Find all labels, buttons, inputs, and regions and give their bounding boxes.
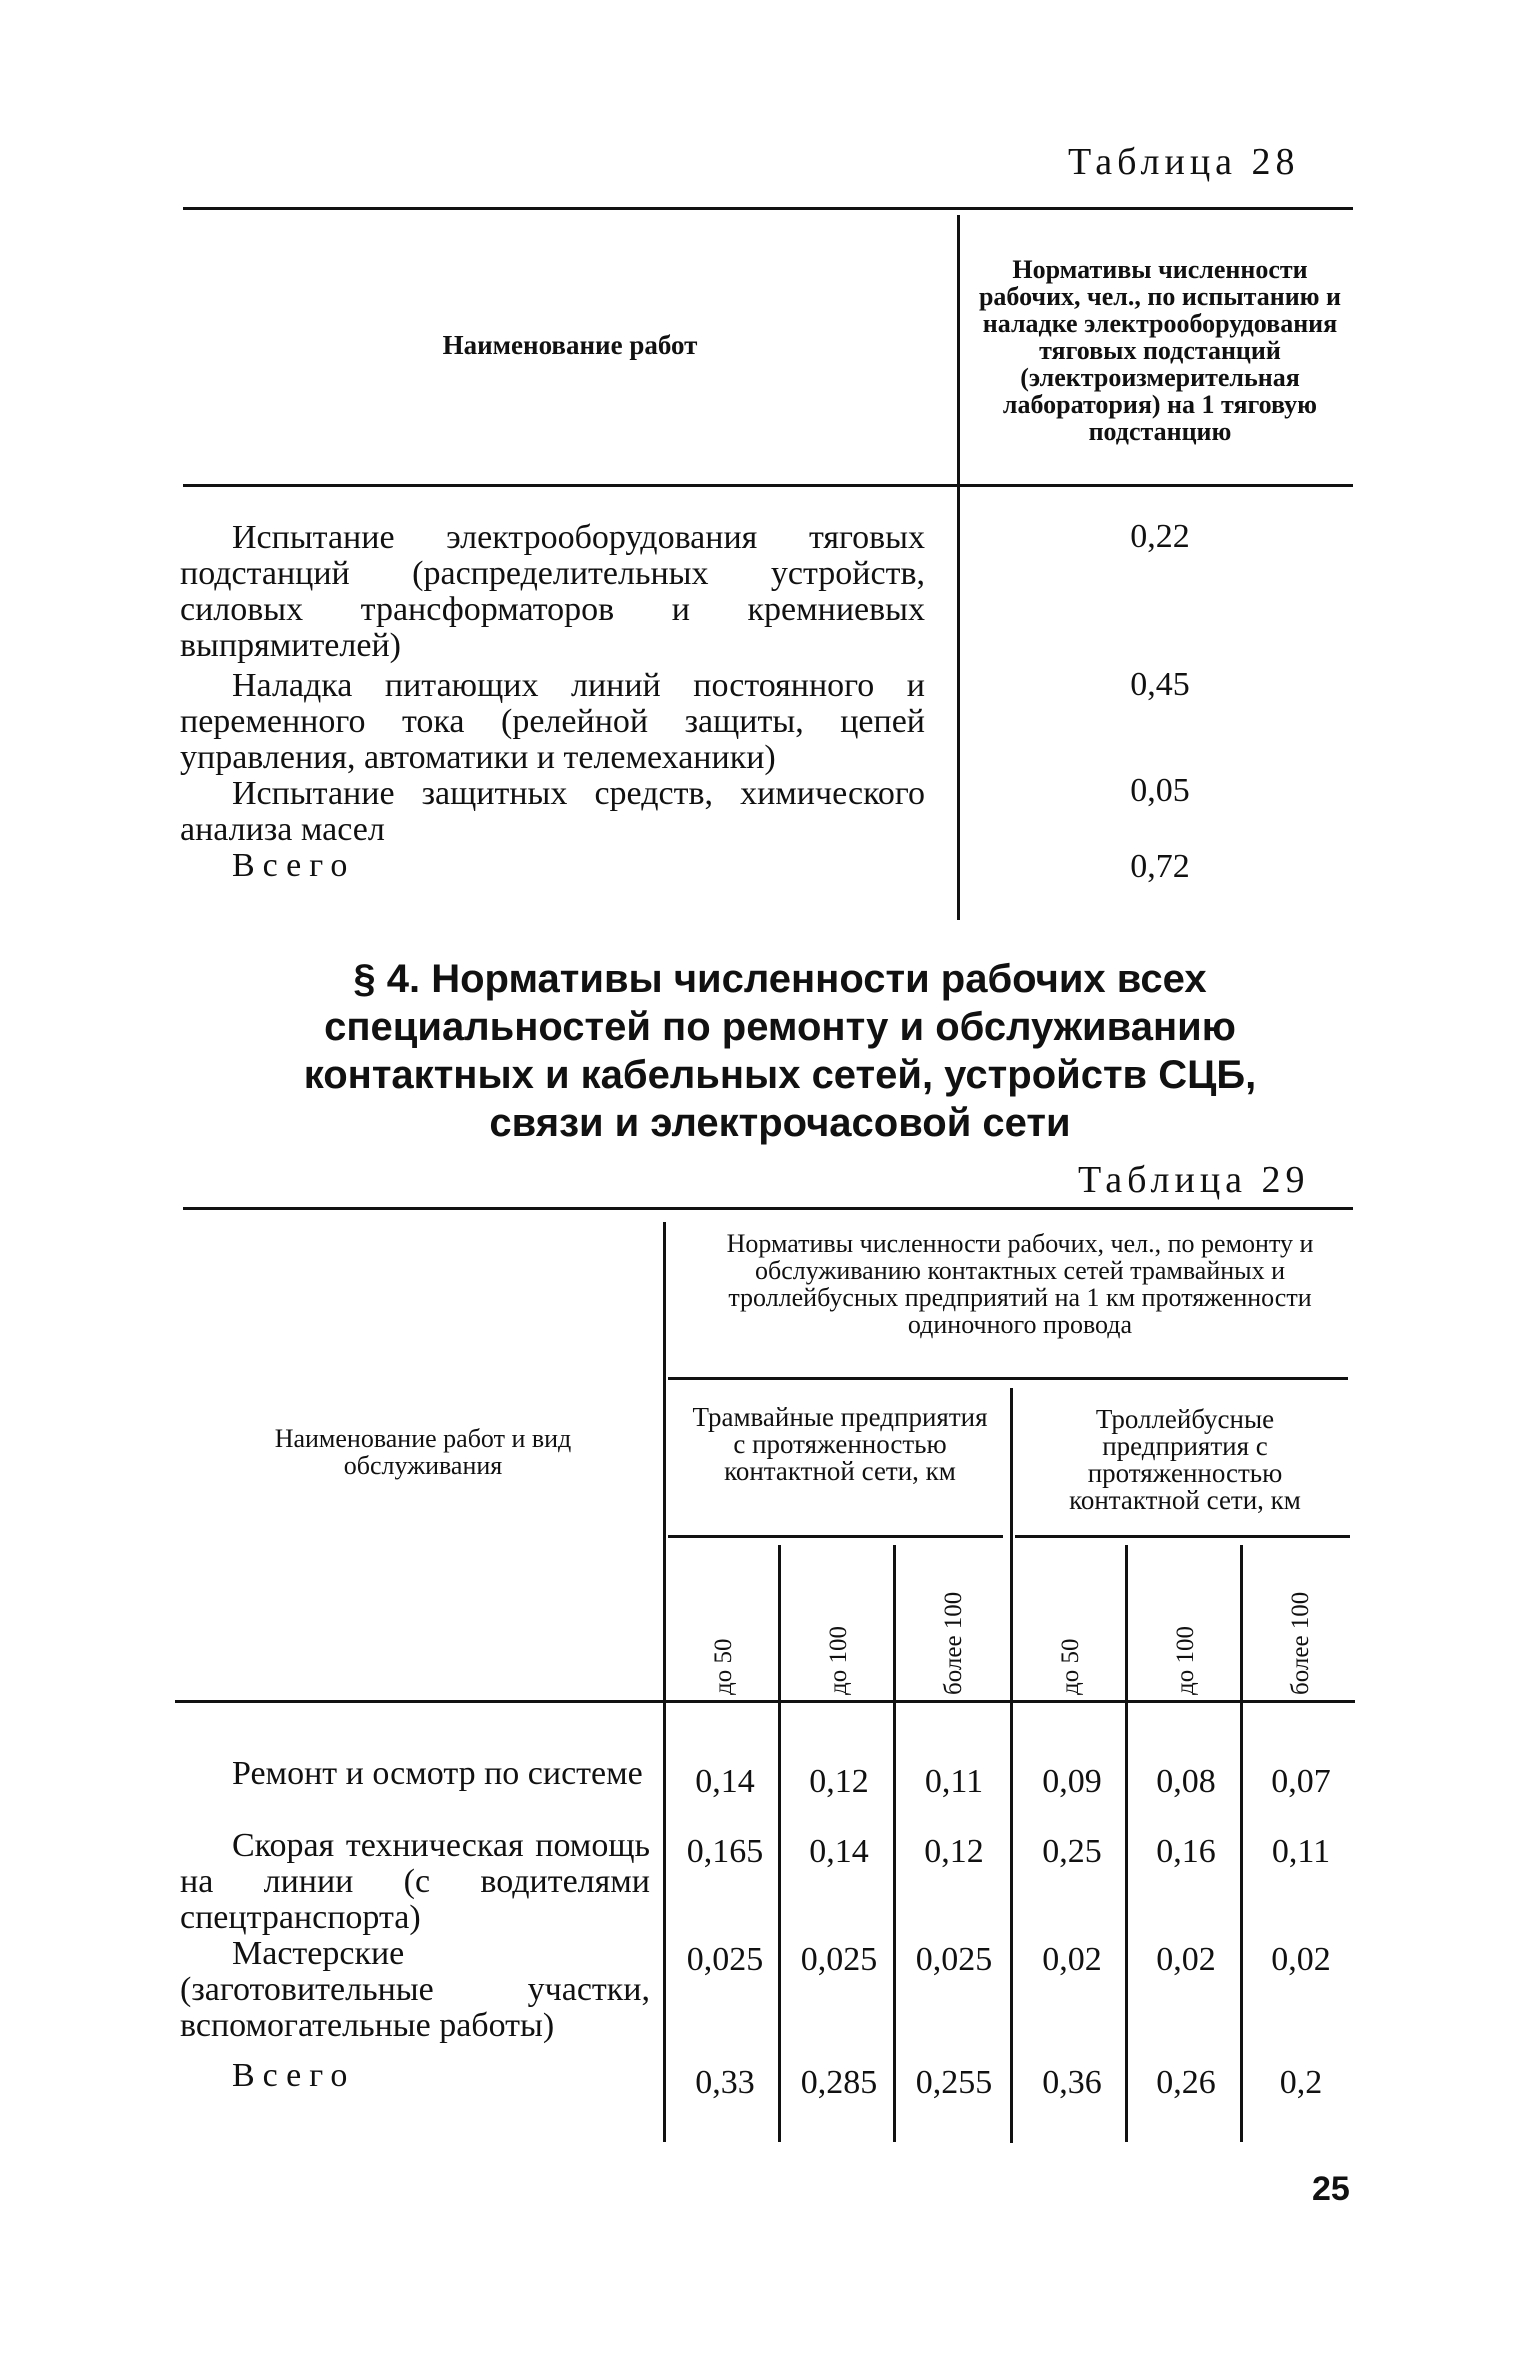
table28-row-name: Испытание защитных средств, химического анализа масел xyxy=(180,775,925,848)
table29-row-name: Ремонт и осмотр по системе xyxy=(232,1755,643,1792)
table28-row-value: 0,45 xyxy=(1130,666,1190,703)
table29-group-trolley: Троллейбусные предприятия с протяженностью контактной сети, км xyxy=(1069,1404,1301,1515)
table29-row-name: Скорая техническая помощь на линии (с водителями спецтранспорта) xyxy=(180,1827,650,1936)
table29-subcol-header: более 100 xyxy=(940,1591,967,1695)
table29-cell: 0,02 xyxy=(1042,1941,1102,1978)
table29-cell: 0,14 xyxy=(695,1763,755,1800)
table29-cell: 0,11 xyxy=(924,1763,984,1800)
table29-cell: 0,09 xyxy=(1042,1763,1102,1800)
table29-cell: 0,165 xyxy=(686,1833,764,1870)
table28-row-name: Испытание электрооборудования тяговых подстанций (распределительных устройств, силовых трансформаторов и кремниевых выпрямителей) xyxy=(180,519,925,664)
table29-row-name: Мастерские (заготовительные участки, вспомогательные работы) xyxy=(180,1935,650,2044)
table29-group-tram: Трамвайные предприятия с протяженностью контактной сети, км xyxy=(692,1402,988,1486)
table28-header-rule xyxy=(183,484,1353,487)
table29-subcol-header: до 100 xyxy=(825,1626,852,1695)
table29-caption: Таблица 29 xyxy=(1078,1159,1310,1201)
table29-cell: 0,08 xyxy=(1156,1763,1216,1800)
table28-top-rule xyxy=(183,207,1353,210)
table28-total-label: Всего xyxy=(232,847,356,884)
table28-caption: Таблица 28 xyxy=(1068,141,1300,183)
table29-top-header: Нормативы численности рабочих, чел., по ремонту и обслуживанию контактных сетей трамвайных и троллейбусных предприятий на 1 км протяженности одиночного провода xyxy=(726,1229,1314,1339)
table29-cell: 0,25 xyxy=(1042,1833,1102,1870)
table29-subcol-header: до 50 xyxy=(1057,1638,1084,1695)
table29-cell: 0,07 xyxy=(1271,1763,1331,1800)
table29-cell: 0,02 xyxy=(1271,1941,1331,1978)
table29-total-cell: 0,2 xyxy=(1279,2064,1323,2101)
table29-subcol-header: до 100 xyxy=(1172,1626,1199,1695)
table29-cell: 0,025 xyxy=(915,1941,993,1978)
table29-cell: 0,02 xyxy=(1156,1941,1216,1978)
table28-col1-header: Наименование работ xyxy=(442,330,698,360)
table29-total-cell: 0,36 xyxy=(1042,2064,1102,2101)
table29-cell: 0,11 xyxy=(1271,1833,1331,1870)
page-number: 25 xyxy=(1312,2170,1350,2208)
table29-cell: 0,14 xyxy=(809,1833,869,1870)
table29-cell: 0,025 xyxy=(686,1941,764,1978)
table29-main-divider xyxy=(663,1222,666,2142)
table29-group-rule xyxy=(668,1535,1003,1538)
table28-col2-header: Нормативы численности рабочих, чел., по испытанию и наладке электрооборудования тяговых подстанций (электроизмерительная лаборатория) на 1 тяговую подстанцию xyxy=(978,255,1342,446)
table29-cell: 0,12 xyxy=(809,1763,869,1800)
table29-cell: 0,12 xyxy=(924,1833,984,1870)
section-heading: § 4. Нормативы численности рабочих всех специальностей по ремонту и обслуживанию контактных и кабельных сетей, устройств СЦБ, связи и электрочасовой сети xyxy=(303,957,1257,1145)
table29-total-cell: 0,255 xyxy=(915,2064,993,2101)
table29-subcol-header: до 50 xyxy=(710,1638,737,1695)
table29-subcol-header: более 100 xyxy=(1287,1591,1314,1695)
table28-row-value: 0,05 xyxy=(1130,772,1190,809)
table29-total-cell: 0,285 xyxy=(800,2064,878,2101)
table29-col1-header: Наименование работ и вид обслуживания xyxy=(274,1424,572,1480)
table28-total-value: 0,72 xyxy=(1130,848,1190,885)
table29-total-label: Всего xyxy=(232,2057,356,2094)
table29-group-rule xyxy=(1015,1535,1350,1538)
table28-row-name: Наладка питающих линий постоянного и переменного тока (релейной защиты, цепей управления, автоматики и телемеханики) xyxy=(180,667,925,776)
table28-divider xyxy=(957,215,960,920)
table29-top-header-rule xyxy=(668,1377,1348,1380)
table29-cell: 0,025 xyxy=(800,1941,878,1978)
table29-total-cell: 0,26 xyxy=(1156,2064,1216,2101)
table29-header-rule xyxy=(175,1700,1355,1703)
table29-cell: 0,16 xyxy=(1156,1833,1216,1870)
table29-total-cell: 0,33 xyxy=(695,2064,755,2101)
table29-top-rule xyxy=(183,1207,1353,1210)
table29-group-divider xyxy=(1010,1388,1013,2143)
table28-row-value: 0,22 xyxy=(1130,518,1190,555)
